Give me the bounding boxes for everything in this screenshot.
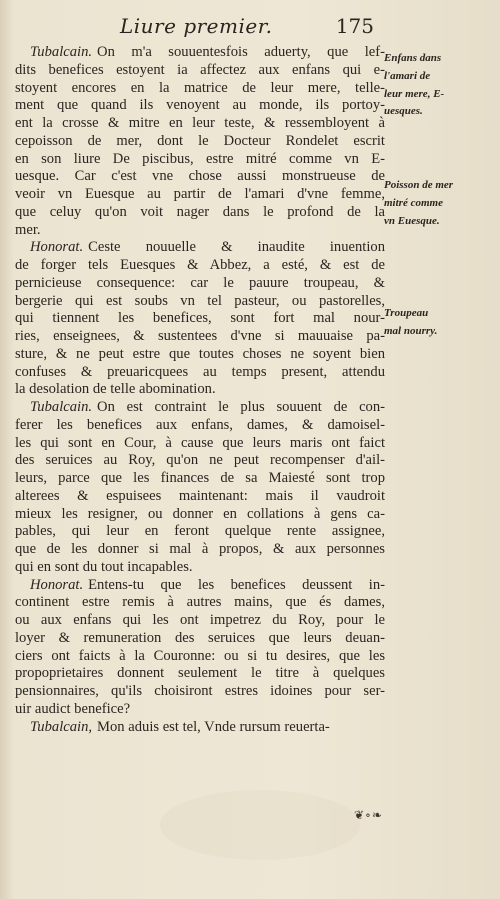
line-text: veoir vn Euesque au partir de l'amari d'vne femme, [15,186,385,202]
line-text: Ceste nouuelle & inaudite inuention [88,239,385,256]
line-text: des seruices au Roy, qu'on ne peut recompenser d'ail- [15,452,385,469]
line-text: qui tiennent les benefices, sont fort mal nour- [15,310,385,327]
page-number: 175 [335,14,374,38]
text-line [15,364,385,382]
margin-note-line: Troupeau [384,307,429,319]
line-text: que celuy qu'on voit nager dans le profond de la [15,203,385,220]
line-text: leurs, parce que les finances de sa Maiesté sont trop [15,470,385,486]
line-text: qui en sont du tout incapables. [15,558,193,575]
text-line [15,577,385,595]
page-header [0,14,500,38]
line-text: sture, & ne peut estre que toutes choses ne soyent bien [15,345,385,362]
speaker-name: Honorat. [30,576,84,593]
text-line [15,506,385,524]
text-line [15,417,385,435]
speaker-name: Tubalcain. [30,399,93,415]
margin-note-line: mal nourry. [384,324,438,337]
line-text: propoprietaires donnent seulement le titre à quelques [15,665,385,682]
line-text: ent la crosse & mitre en leur teste, & ressembloyent à [15,115,385,131]
text-line [15,133,385,151]
text-line [15,452,385,470]
text-line [15,399,385,417]
line-text: de forger tels Euesques & Abbez, a esté, & est de [15,257,385,273]
line-text: pernicieuse consequence: car le pauure troupeau, & [15,274,385,291]
speaker-name: Tubalcain, [30,718,93,735]
text-line [15,488,385,506]
line-text: en son liure De piscibus, estre mitré comme vn E- [15,150,385,167]
text-line [15,293,385,311]
line-text: cepoisson de mer, dont le Docteur Rondelet escrit [15,132,385,149]
text-line [15,612,385,630]
text-line [15,346,385,364]
text-line [15,239,385,257]
text-line [15,719,385,737]
text-line [15,151,385,169]
line-text: ciers ont faicts à la Couronne: ou si tu desires, que les [15,647,385,664]
text-line [15,62,385,80]
text-line [15,701,385,719]
text-line [15,204,385,222]
printer-ornament: ❦∘❧ [354,808,383,822]
text-line [15,257,385,275]
text-line [15,168,385,186]
margin-note-line: Poisson de mer [384,179,454,191]
text-line [15,381,385,399]
line-text: bergerie qui est soubs vn tel pasteur, ou pastorelles, [15,292,385,309]
margin-note-line: mitré comme [384,196,443,209]
margin-note-line: vn Euesque. [384,214,440,227]
body-text [15,44,385,736]
line-text: la desolation de telle abomination. [15,381,216,398]
line-text: loyer & remuneration des seruices que leurs deuan- [15,629,385,646]
line-text: continent estre remis à autres mains, que és dames, [15,594,385,611]
text-line [15,559,385,577]
line-text: uesque. Car c'est vne chose aussi monstrueuse de [15,168,385,185]
line-text: stoyent encores en la matrice de leur mere, telle- [15,79,385,96]
line-text: Mon aduis est tel, Vnde rursum reuerta- [97,718,330,735]
margin-note [384,177,496,230]
text-line [15,328,385,346]
text-line [15,683,385,701]
text-line [15,80,385,98]
text-line [15,470,385,488]
text-line [15,435,385,453]
margin-note [384,305,496,341]
line-text: dits benefices estoyent ia affectez aux enfans qui e- [15,61,385,78]
text-line [15,541,385,559]
running-title: Liure premier. [120,14,273,38]
line-text: mer. [15,221,41,238]
text-line [15,594,385,612]
line-text: pensionnaires, qu'ils choisiront estres idoines pour ser- [15,683,385,699]
text-line [15,630,385,648]
text-line [15,115,385,133]
line-text: Entens-tu que les benefices deussent in- [88,576,385,593]
paper-stain [160,790,360,860]
line-text: On est contraint le plus souuent de con- [97,399,385,415]
text-line [15,186,385,204]
line-text: ries, enseignees, & sustentees d'vne si mauuaise pa- [15,328,385,344]
line-text: ment que quand ils venoyent au monde, ils portoy- [15,97,385,114]
line-text: ferer les benefices aux enfans, dames, & damoisel- [15,416,385,433]
line-text: alterees & espuisees maintenant: mais il vaudroit [15,487,385,504]
line-text: On m'a souuentesfois aduerty, que lef- [97,44,385,60]
line-text: confuses & preuaricquees au temps present, attendu [15,363,385,380]
margin-note-line: l'amari de [384,69,431,82]
text-line [15,97,385,115]
line-text: uir audict benefice? [15,700,131,717]
line-text: ou aux enfans qui les ont impetrez du Roy, pour le [15,612,385,628]
text-line [15,222,385,240]
line-text: pables, qui leur en feront quelque rente assignee, [15,523,385,540]
text-line [15,275,385,293]
margin-note-line: uesques. [384,105,423,118]
line-text: que de les donner si mal à propos, & aux personnes [15,541,385,557]
text-line [15,648,385,666]
margin-note [384,50,496,121]
speaker-name: Honorat. [30,239,84,256]
text-line [15,310,385,328]
line-text: mieux les resigner, ou donner en collations à gens ca- [15,505,385,522]
text-line [15,665,385,683]
speaker-name: Tubalcain. [30,44,93,60]
text-line [15,44,385,62]
line-text: les qui sont en Cour, à cause que leurs maris ont faict [15,434,385,451]
margin-note-line: leur mere, E- [384,87,445,100]
text-line [15,523,385,541]
margin-note-line: Enfans dans [384,52,442,64]
